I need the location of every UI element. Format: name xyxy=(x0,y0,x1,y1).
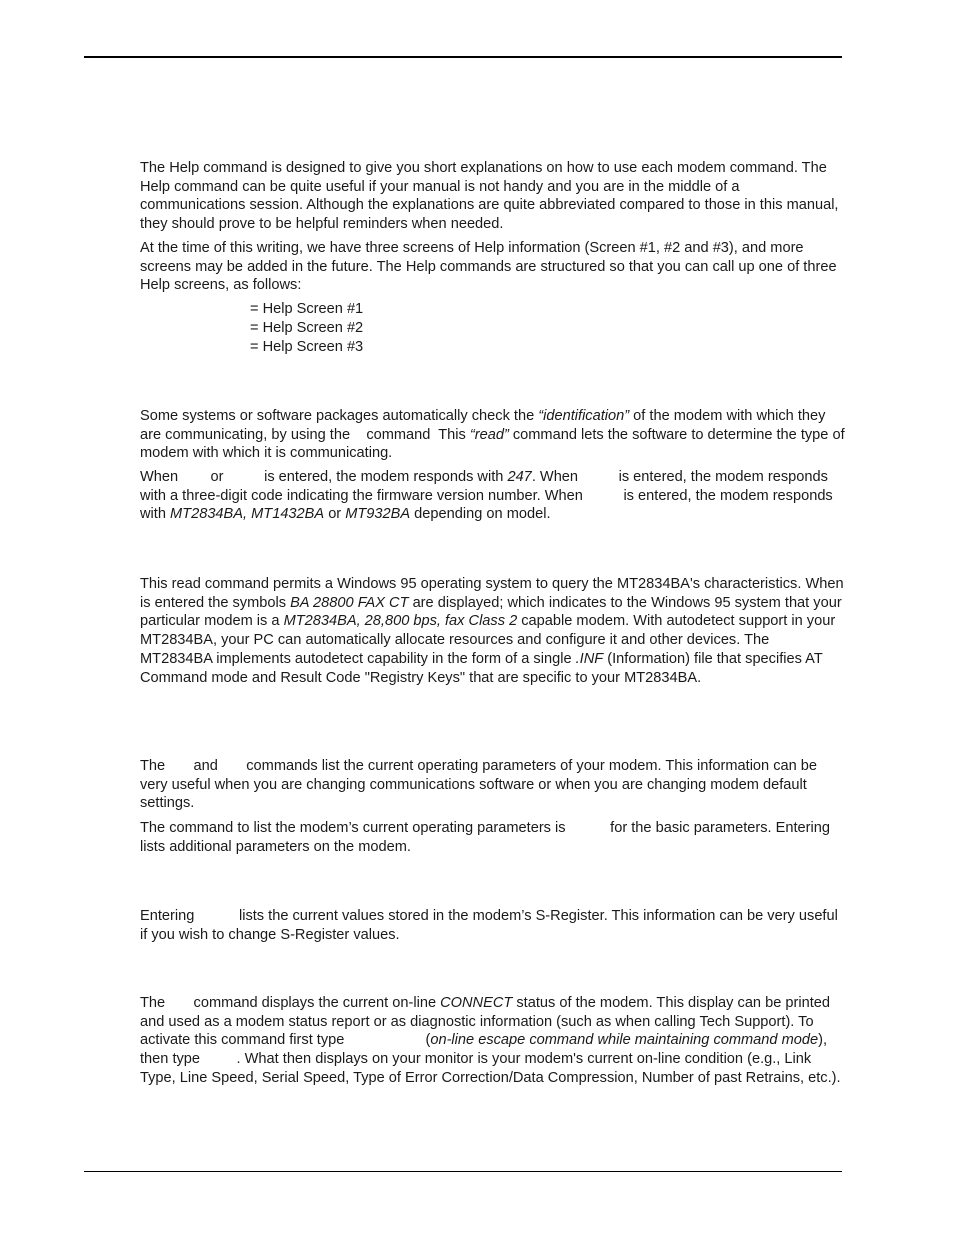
help-screen-item: = Help Screen #1 xyxy=(250,301,364,317)
sregisters-paragraph: Entering lists the current values stored in the modem’s S-Register. This information can be very useful if you wish to change S-Register values. xyxy=(140,908,842,943)
help-screen-item: = Help Screen #2 xyxy=(250,320,364,336)
online-status-paragraph: The command displays the current on-line CONNECT status of the modem. This display can be printed and used as a modem status report or as diagnostic information (such as when calling Tech Support). To activate this command first type (on-line escape command while maintaining command mode), then type . What then displays on your monitor is your modem's current on-line condition (e.g., Link Type, Line Speed, Serial Speed, Type of Error Correction/Data Compression, Number of past Retrains, etc.). xyxy=(140,995,841,1086)
header-rule xyxy=(84,56,842,58)
identification-paragraph-2: When or is entered, the modem responds with 247. When is entered, the modem responds with a three-digit code indicating the firmware version number. When is entered, the modem responds with MT2834BA, MT1432BA or MT932BA depending on model. xyxy=(140,469,837,523)
help-paragraph-2: At the time of this writing, we have three screens of Help information (Screen #1, #2 and #3), and more screens may be added in the future. The Help commands are structured so that you can call up one of three Help screens, as follows: xyxy=(140,240,837,294)
footer-rule xyxy=(84,1171,842,1172)
help-screen-item: = Help Screen #3 xyxy=(250,339,364,355)
identification-paragraph-1: Some systems or software packages automatically check the “identification” of the modem with which they are communicating, by using the command This “read” command lets the software to determine the type of modem with which it is communicating. xyxy=(140,408,845,462)
help-paragraph-1: The Help command is designed to give you short explanations on how to use each modem command. The Help command can be quite useful if your manual is not handy and you are in the middle of a communications session. Although the explanations are quite abbreviated compared to those in this manual, they should prove to be helpful reminders when needed. xyxy=(140,160,839,233)
list-params-paragraph-2: The command to list the modem’s current operating parameters is for the basic parameters. Entering lists additional parameters on the modem. xyxy=(140,820,875,855)
list-params-paragraph-1: The and commands list the current operating parameters of your modem. This information can be very useful when you are changing communications software or when you are changing modem default settings. xyxy=(140,758,822,812)
windows95-paragraph: This read command permits a Windows 95 operating system to query the MT2834BA's characteristics. When is entered the symbols BA 28800 FAX CT are displayed; which indicates to the Windows 95 system that your particular modem is a MT2834BA, 28,800 bps, fax Class 2 capable modem. With autodetect support in your MT2834BA, your PC can automatically allocate resources and configure it and other devices. The MT2834BA implements autodetect capability in the form of a single .INF (Information) file that specifies AT Command mode and Result Code "Registry Keys" that are specific to your MT2834BA. xyxy=(140,576,921,686)
